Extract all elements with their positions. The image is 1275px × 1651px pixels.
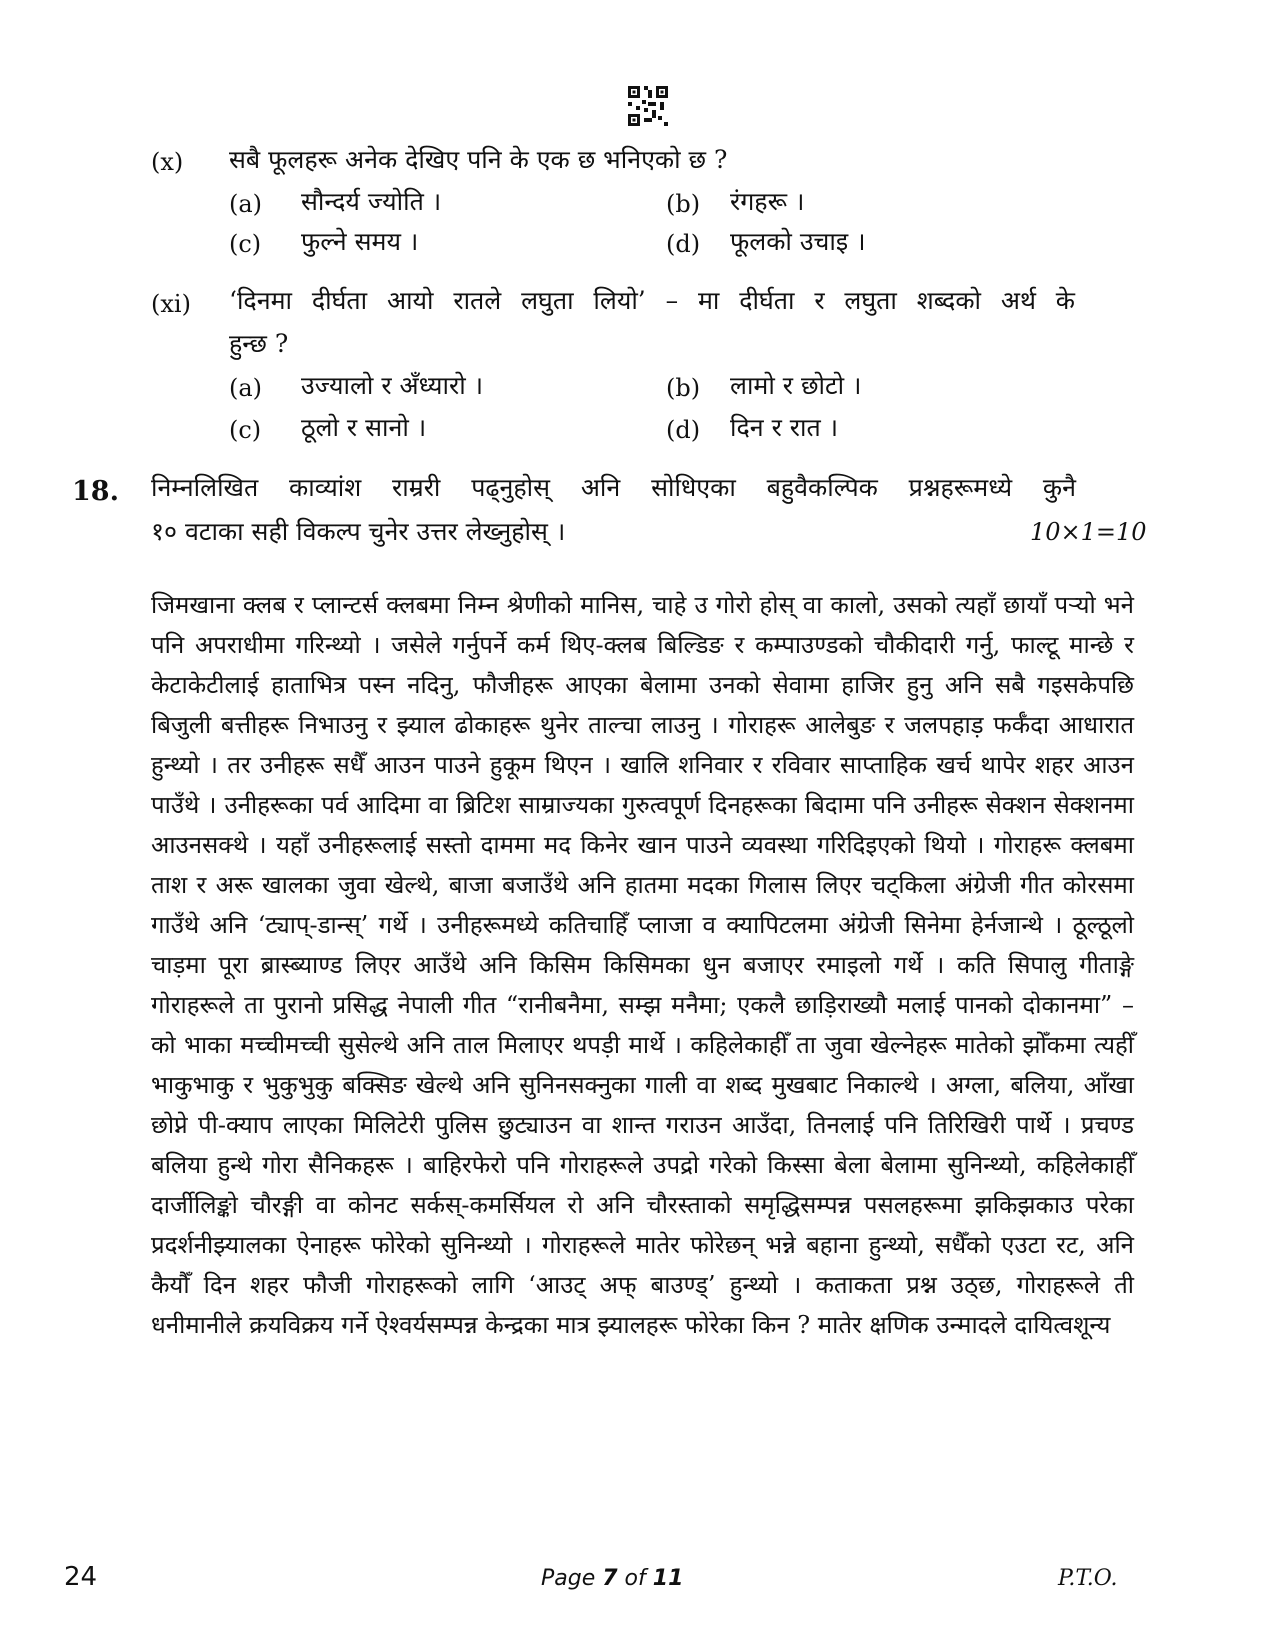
page-prefix: Page — [541, 1566, 603, 1591]
page-current: 7 — [602, 1566, 618, 1591]
question-18-number: 18. — [72, 476, 119, 507]
page-code: 24 — [64, 1562, 98, 1592]
question-18-instruction-line1: निम्नलिखित काव्यांश राम्ररी पढ्नुहोस् अनि सोधिएका बहुवैकल्पिक प्रश्नहरूमध्ये कुनै — [151, 473, 1076, 502]
option-label: (a) — [229, 374, 263, 402]
option-text: उज्यालो र अँध्यारो । — [301, 371, 484, 400]
question-xi-text-line2: हुन्छ ? — [229, 329, 289, 358]
option-text: दिन र रात । — [730, 413, 839, 442]
option-label: (b) — [666, 190, 701, 218]
option-label: (c) — [229, 230, 262, 258]
option-label: (b) — [666, 374, 701, 402]
option-text: ठूलो र सानो । — [301, 413, 427, 442]
option-label: (d) — [666, 230, 701, 258]
option-text: लामो र छोटो । — [730, 371, 862, 400]
question-x-number: (x) — [151, 148, 184, 176]
qr-code — [628, 86, 668, 126]
option-text: फुल्ने समय । — [301, 227, 419, 256]
option-label: (a) — [229, 190, 263, 218]
page-of: of — [617, 1566, 653, 1591]
question-xi-text-line1: ‘दिनमा दीर्घता आयो रातले लघुता लियो’ – मा दीर्घता र लघुता शब्दको अर्थ के — [229, 286, 1075, 315]
option-label: (d) — [666, 416, 701, 444]
question-xi-number: (xi) — [151, 290, 191, 318]
page-total: 11 — [652, 1566, 684, 1591]
option-text: सौन्दर्य ज्योति । — [301, 187, 442, 216]
question-x-text: सबै फूलहरू अनेक देखिए पनि के एक छ भनिएको छ ? — [229, 145, 728, 174]
option-label: (c) — [229, 416, 262, 444]
marks-allocation: 10×1=10 — [1030, 518, 1147, 546]
question-18-instruction-line2: १० वटाका सही विकल्प चुनेर उत्तर लेख्नुहोस् । — [151, 517, 566, 546]
page-indicator — [541, 1566, 683, 1591]
option-text: रंगहरू । — [730, 187, 805, 216]
pto-label: P.T.O. — [1058, 1566, 1118, 1591]
passage-text: जिमखाना क्लब र प्लान्टर्स क्लबमा निम्न श्रेणीको मानिस, चाहे उ गोरो होस् वा कालो, उसको त्यहाँ छायाँ पऱ्यो भने पनि अपराधीमा गरिन्थ्यो । जसेले गर्नुपर्ने कर्म थिए-क्लब बिल्डिङ र कम्पाउण्डको चौकीदारी गर्नु, फाल्टू मान्छे र केटाकेटीलाई हाताभित्र पस्न नदिनु, फौजीहरू आएका बेलामा उनको सेवामा हाजिर हुनु अनि सबै गइसकेपछि बिजुली बत्तीहरू निभाउनु र झ्याल ढोकाहरू थुनेर ताल्चा लाउनु । गोराहरू आलेबुङ र जलपहाड़ फर्कँदा आधारात हुन्थ्यो । तर उनीहरू सधैँ आउन पाउने हुकूम थिएन । खालि शनिवार र रविवार साप्ताहिक खर्च थापेर शहर आउन पाउँथे । उनीहरूका पर्व आदिमा वा ब्रिटिश साम्राज्यका गुरुत्वपूर्ण दिनहरूका बिदामा पनि उनीहरू सेक्शन सेक्शनमा आउनसक्थे । यहाँ उनीहरूलाई सस्तो दाममा मद किनेर खान पाउने व्यवस्था गरिदिइएको थियो । गोराहरू क्लबमा ताश र अरू खालका जुवा खेल्थे, बाजा बजाउँथे अनि हातमा मदका गिलास लिएर चट्किला अंग्रेजी गीत कोरसमा गाउँथे अनि ‘ट्याप्-डान्स्’ गर्थे । उनीहरूमध्ये कतिचाहिँ प्लाजा व क्यापिटलमा अंग्रेजी सिनेमा हेर्नजान्थे । ठूल्ठूलो चाड़मा पूरा ब्रास्ब्याण्ड लिएर आउँथे अनि किसिम किसिमका धुन बजाएर रमाइलो गर्थे । कति सिपालु गीताङ्गे गोराहरूले ता पुरानो प्रसिद्ध नेपाली गीत “रानीबनैमा, सम्झ मनैमा; एकलै छाड़िराख्यौ मलाई पानको दोकानमा” – को भाका मच्चीमच्ची सुसेल्थे अनि ताल मिलाएर थपड़ी मार्थे । कहिलेकाहीँ ता जुवा खेल्नेहरू मातेको झोँकमा त्यहीँ भाकुभाकु र भुकुभुकु बक्सिङ खेल्थे अनि सुनिनसक्नुका गाली वा शब्द मुखबाट निकाल्थे । अग्ला, बलिया, आँखा छोप्ने पी-क्याप लाएका मिलिटेरी पुलिस छुट्याउन वा शान्त गराउन आउँदा, तिनलाई पनि तिरिखिरी पार्थे । प्रचण्ड बलिया हुन्थे गोरा सैनिकहरू । बाहिरफेरो पनि गोराहरूले उपद्रो गरेको किस्सा बेला बेलामा सुनिन्थ्यो, कहिलेकाहीँ दार्जीलिङ्को चौरङ्गी वा कोनट सर्कस्-कमर्सियल रो अनि चौरस्ताको समृद्धिसम्पन्न पसलहरूमा झकिझकाउ परेका प्रदर्शनीझ्यालका ऐनाहरू फोरेको सुनिन्थ्यो । गोराहरूले मातेर फोरेछन् भन्ने बहाना हुन्थ्यो, सधैँको एउटा रट, अनि कैयौँ दिन शहर फौजी गोराहरूको लागि ‘आउट् अफ् बाउण्ड्’ हुन्थ्यो । कताकता प्रश्न उठ्छ, गोराहरूले ती धनीमानीले क्रयविक्रय गर्ने ऐश्वर्यसम्पन्न केन्द्रका मात्र झ्यालहरू फोरेका किन ? मातेर क्षणिक उन्मादले दायित्वशून्य — [151, 591, 1134, 1339]
option-text: फूलको उचाइ । — [730, 227, 866, 256]
